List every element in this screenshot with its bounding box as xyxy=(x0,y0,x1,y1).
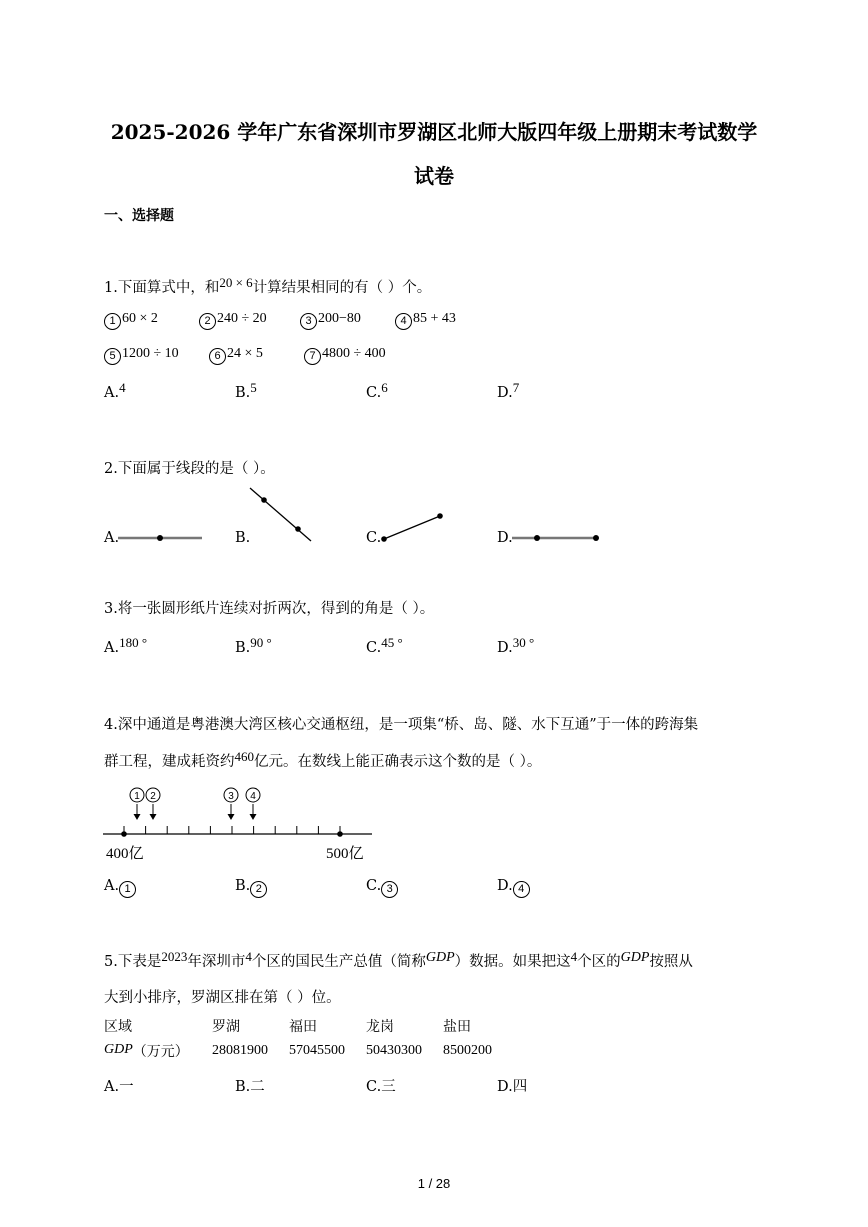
q4-number: 460 xyxy=(234,749,254,764)
table-row-label xyxy=(104,1041,189,1061)
option-label: A. xyxy=(104,1079,120,1095)
option-value: 二 xyxy=(250,1079,265,1095)
q5-text: 年深圳市 xyxy=(187,954,246,970)
option-value: 7 xyxy=(512,380,520,395)
page-title-continued: 试卷 xyxy=(414,164,454,188)
circled-number: 1 xyxy=(104,313,121,330)
q5-text: 个区的国民生产总值（简称 xyxy=(251,954,426,970)
marker-label: 2 xyxy=(150,791,156,802)
q1-item-3 xyxy=(300,311,361,330)
table-cell-futian: 57045500 xyxy=(289,1043,345,1058)
q1-option-a[interactable] xyxy=(104,380,126,401)
circled-number: 5 xyxy=(104,348,121,365)
q1-item-expr: 60 × 2 xyxy=(122,311,158,326)
q2-option-a[interactable]: A. xyxy=(104,530,120,546)
q1-item-expr: 240 ÷ 20 xyxy=(217,311,267,326)
q1-item-2 xyxy=(199,311,267,330)
option-label: B. xyxy=(235,1079,251,1095)
table-header-region: 区域 xyxy=(104,1019,132,1035)
table-header-yantian: 盐田 xyxy=(443,1019,471,1035)
table-cell-longgang: 50430300 xyxy=(366,1043,422,1058)
q4-text: 群工程，建成耗资约 xyxy=(104,754,235,770)
question-1-stem xyxy=(104,276,431,297)
circled-number: 2 xyxy=(199,313,216,330)
q5-option-b[interactable] xyxy=(235,1075,265,1096)
q1-item-1 xyxy=(104,311,158,330)
q3-option-a[interactable] xyxy=(104,635,148,656)
q1-option-c[interactable] xyxy=(366,380,388,401)
circled-number: 3 xyxy=(381,881,398,898)
option-label: C. xyxy=(366,385,382,401)
q5-text: ）数据。如果把这 xyxy=(454,954,571,970)
circled-number: 2 xyxy=(250,881,267,898)
option-value: 5 xyxy=(250,380,257,395)
q1-item-expr: 4800 ÷ 400 xyxy=(322,346,386,361)
q1-option-b[interactable] xyxy=(235,380,257,401)
page-title: 2025-2026 学年广东省深圳市罗湖区北师大版四年级上册期末考试数学 xyxy=(110,120,758,144)
q5-text: 个区的 xyxy=(577,954,621,970)
marker-1 xyxy=(130,788,144,820)
q5-gdp: GDP xyxy=(620,950,650,965)
section-heading: 一、选择题 xyxy=(104,208,174,224)
q1-item-expr: 200−80 xyxy=(318,311,361,326)
q4-text: 亿元。在数线上能正确表示这个数的是（ ）。 xyxy=(254,754,542,770)
question-5-stem-line2: 大到小排序，罗湖区排在第（ ）位。 xyxy=(104,990,341,1006)
q5-count: 4 xyxy=(245,949,252,964)
question-4-stem-line1: 4.深中通道是粤港澳大湾区核心交通枢纽，是一项集“桥、岛、隧、水下互通”于一体的跨海集 xyxy=(104,717,699,733)
q1-item-expr: 85 + 43 xyxy=(413,311,456,326)
line-figure-d xyxy=(512,530,602,546)
circled-number: 6 xyxy=(209,348,226,365)
marker-3 xyxy=(224,788,238,820)
q3-option-d[interactable] xyxy=(497,635,535,656)
option-label: D. xyxy=(497,640,513,656)
number-line-right-label: 500亿 xyxy=(326,846,364,862)
question-4-stem-line2 xyxy=(104,750,541,771)
circled-number: 4 xyxy=(395,313,412,330)
table-header-luohu: 罗湖 xyxy=(212,1019,240,1035)
marker-label: 1 xyxy=(134,791,140,802)
q5-year: 2023 xyxy=(161,949,188,964)
option-label: A. xyxy=(104,878,120,894)
number-line-ticks xyxy=(124,826,340,834)
q4-option-d[interactable] xyxy=(497,878,531,898)
circled-number: 3 xyxy=(300,313,317,330)
option-value: 6 xyxy=(381,380,388,395)
q3-option-c[interactable] xyxy=(366,635,403,656)
q4-option-c[interactable] xyxy=(366,878,399,898)
line-figure-b xyxy=(248,486,314,544)
option-value: 三 xyxy=(381,1079,396,1095)
option-label: C. xyxy=(366,1079,382,1095)
option-value: 90 ° xyxy=(250,635,272,650)
question-2-stem: 2.下面属于线段的是（ ）。 xyxy=(104,461,275,477)
q2-option-d[interactable]: D. xyxy=(497,530,513,546)
q1-item-5 xyxy=(104,346,179,365)
q1-item-6 xyxy=(209,346,263,365)
option-label: A. xyxy=(104,640,120,656)
option-label: B. xyxy=(235,640,251,656)
option-value: 一 xyxy=(119,1079,134,1095)
number-line xyxy=(100,786,380,838)
circled-number: 1 xyxy=(119,881,136,898)
question-5-stem-line1 xyxy=(104,950,693,971)
option-value: 45 ° xyxy=(381,635,403,650)
table-header-futian: 福田 xyxy=(289,1019,317,1035)
circled-number: 7 xyxy=(304,348,321,365)
q4-option-b[interactable] xyxy=(235,878,268,898)
option-label: D. xyxy=(497,385,513,401)
marker-label: 3 xyxy=(228,791,234,802)
table-cell-yantian: 8500200 xyxy=(443,1043,492,1058)
option-label: B. xyxy=(235,385,251,401)
page-number: 1 / 28 xyxy=(417,1176,451,1191)
q2-option-c[interactable]: C. xyxy=(366,530,382,546)
option-value: 30 ° xyxy=(512,635,535,650)
ray-figure-a xyxy=(118,530,204,546)
marker-4 xyxy=(246,788,260,820)
q1-option-d[interactable] xyxy=(497,380,520,401)
q1-post: 计算结果相同的有（ ）个。 xyxy=(252,280,432,296)
marker-2 xyxy=(146,788,160,820)
q5-option-a[interactable] xyxy=(104,1075,134,1096)
q1-item-expr: 1200 ÷ 10 xyxy=(122,346,179,361)
q5-option-d[interactable] xyxy=(497,1075,527,1096)
q5-count: 4 xyxy=(570,949,578,964)
question-3-stem: 3.将一张圆形纸片连续对折两次，得到的角是（ ）。 xyxy=(104,601,435,617)
number-line-left-label: 400亿 xyxy=(106,846,144,862)
q2-option-b[interactable]: B. xyxy=(235,530,251,546)
option-value: 180 ° xyxy=(119,635,148,650)
q3-option-b[interactable] xyxy=(235,635,272,656)
q1-expr: 20 × 6 xyxy=(219,275,253,290)
table-cell-luohu: 28081900 xyxy=(212,1043,268,1058)
segment-figure-c xyxy=(378,511,446,545)
q5-option-c[interactable] xyxy=(366,1075,396,1096)
q5-text: 5.下表是 xyxy=(104,954,162,970)
q5-gdp: GDP xyxy=(425,950,455,965)
circled-number: 4 xyxy=(513,881,530,898)
q5-text: 按照从 xyxy=(649,954,693,970)
gdp-italic: GDP xyxy=(104,1042,133,1057)
unit-label: （万元） xyxy=(132,1044,189,1060)
option-label: B. xyxy=(235,878,251,894)
option-label: D. xyxy=(497,878,513,894)
option-label: C. xyxy=(366,878,382,894)
q1-item-expr: 24 × 5 xyxy=(227,346,263,361)
option-value: 4 xyxy=(119,380,126,395)
option-label: C. xyxy=(366,640,382,656)
option-label: D. xyxy=(497,1079,513,1095)
option-value: 四 xyxy=(512,1079,528,1095)
q1-pre: 1.下面算式中，和 xyxy=(104,280,220,296)
table-header-longgang: 龙岗 xyxy=(366,1019,394,1035)
option-label: A. xyxy=(104,385,120,401)
marker-label: 4 xyxy=(250,791,256,802)
q4-option-a[interactable] xyxy=(104,878,137,898)
q1-item-7 xyxy=(304,346,386,365)
q1-item-4 xyxy=(395,311,456,330)
